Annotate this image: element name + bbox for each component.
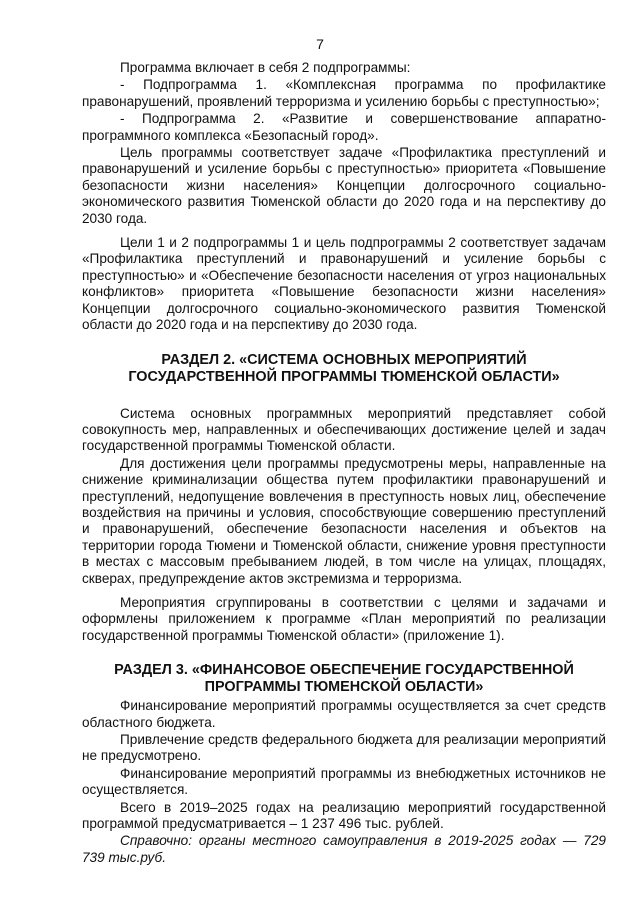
section-3-heading: [82, 662, 606, 696]
intro-paragraph-subprograms: Программа включает в себя 2 подпрограммы:: [120, 60, 411, 75]
intro-paragraph-goal: Цель программы соответствует задаче «Профилактика преступлений и правонарушений и усиление борьбы с преступностью» приоритета «Повышение безопасности жизни населения» Концепции долгосрочного социально-экономического развития Тюменской области до 2020 года и на перспективу до 2030 года.: [82, 145, 606, 226]
intro-paragraph-subprogram-1: - Подпрограмма 1. «Комплексная программа по профилактике правонарушений, проявлений терроризма и усилению борьбы с преступностью»;: [82, 77, 606, 109]
section-2-paragraph-2: Для достижения цели программы предусмотрены меры, направленные на снижение криминализации общества путем профилактики правонарушений и преступлений, недопущение вовлечения в преступность новых лиц, обеспечение воздействия на причины и условия, способствующие совершению преступлений и правонарушений, обеспечение безопасности населения и объектов на территории города Тюмени и Тюменской области, снижение уровня преступности в местах с массовым пребыванием людей, в том числе на улицах, площадях, скверах, предупреждение актов экстремизма и терроризма.: [82, 455, 606, 586]
section-2-heading-line-2: ГОСУДАРСТВЕННОЙ ПРОГРАММЫ ТЮМЕНСКОЙ ОБЛАСТИ»: [128, 368, 560, 385]
page-number: 7: [316, 36, 324, 52]
section-3-body: [82, 698, 606, 866]
intro-section: [82, 60, 606, 334]
section-2-body: [82, 406, 606, 645]
section-3-paragraph-2: Привлечение средств федерального бюджета для реализации мероприятий не предусмотрено.: [82, 732, 606, 764]
section-3-paragraph-4: Всего в 2019–2025 годах на реализацию мероприятий государственной программой предусматривается – 1 237 496 тыс. рублей.: [82, 799, 606, 832]
section-2-heading-line-1: РАЗДЕЛ 2. «СИСТЕМА ОСНОВНЫХ МЕРОПРИЯТИЙ: [161, 351, 527, 368]
section-3-paragraph-3: Финансирование мероприятий программы из внебюджетных источников не осуществляется.: [82, 765, 606, 798]
section-3-reference-note: Справочно: органы местного самоуправления в 2019-2025 годах — 729 739 тыс.руб.: [82, 833, 606, 865]
document-body: [82, 60, 606, 866]
section-3-heading-line-2: ПРОГРАММЫ ТЮМЕНСКОЙ ОБЛАСТИ»: [204, 679, 484, 696]
section-2-paragraph-1: Система основных программных мероприятий представляет собой совокупность мер, направленных и обеспечивающих достижение целей и задач государственной программы Тюменской области.: [82, 405, 606, 454]
section-3-heading-line-1: РАЗДЕЛ 3. «ФИНАНСОВОЕ ОБЕСПЕЧЕНИЕ ГОСУДАРСТВЕННОЙ: [114, 662, 574, 679]
section-2-heading: [82, 352, 606, 386]
section-3-paragraph-1: Финансирование мероприятий программы осуществляется за счет средств областного бюджета.: [82, 698, 606, 730]
intro-paragraph-subprogram-2: - Подпрограмма 2. «Развитие и совершенствование аппаратно-программного комплекса «Безопасный город».: [82, 111, 606, 143]
intro-paragraph-goals-tasks: Цели 1 и 2 подпрограммы 1 и цель подпрограммы 2 соответствует задачам «Профилактика преступлений и правонарушений и усиление борьбы с преступностью» и «Обеспечение безопасности населения от угроз национальных конфликтов» приоритета «Повышение безопасности жизни населения» Концепции долгосрочного социально-экономического развития Тюменской области до 2020 года и на перспективу до 2030 года.: [82, 235, 606, 333]
section-2-paragraph-3: Мероприятия сгруппированы в соответствии с целями и задачами и оформлены приложением к программе «План мероприятий по реализации государственной программы Тюменской области» (приложение 1).: [82, 594, 606, 643]
